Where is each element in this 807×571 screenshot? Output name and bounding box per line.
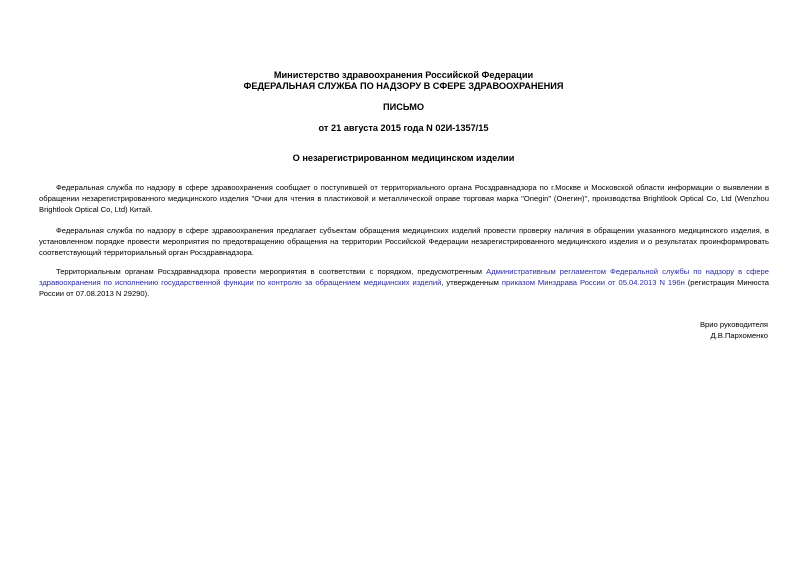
document-date-number: от 21 августа 2015 года N 02И-1357/15 [318, 123, 489, 133]
service-name: ФЕДЕРАЛЬНАЯ СЛУЖБА ПО НАДЗОРУ В СФЕРЕ ЗДРАВООХРАНЕНИЯ [243, 81, 564, 91]
paragraph-3-text-after: (регистрация Минюста России от 07.08.2013 N 29290). [39, 278, 769, 298]
signature-name: Д.В.Пархоменко [710, 331, 768, 340]
signature-position: Врио руководителя [699, 320, 768, 329]
regulation-link[interactable]: Административным регламентом Федеральной службы по надзору в сфере здравоохранения по исполнению государственной функции по контролю за обращением медицинских изделий [39, 267, 769, 287]
document-type: ПИСЬМО [382, 102, 425, 112]
order-link[interactable]: приказом Минздрава России от 05.04.2013 N 196н [501, 278, 685, 287]
paragraph-2: Федеральная служба по надзору в сфере здравоохранения предлагает субъектам обращения медицинских изделий провести проверку наличия в обращении указанного медицинского изделия, в установленном порядке провести мероприятия по предотвращению обращения на территории Российской Федерации незарегистрированного медицинского изделия и о результатах проинформировать соответствующий территориальный орган Росздравнадзора. [39, 226, 769, 257]
ministry-name: Министерство здравоохранения Российской Федерации [273, 70, 534, 80]
paragraph-3-text-middle: , утвержденным [441, 278, 502, 287]
paragraph-3-text-before: Территориальным органам Росздравнадзора провести мероприятия в соответствии с порядком, предусмотренным [56, 267, 487, 276]
document-subject: О незарегистрированном медицинском изделии [292, 153, 515, 163]
paragraph-1: Федеральная служба по надзору в сфере здравоохранения сообщает о поступившей от территориального органа Росздравнадзора по г.Москве и Московской области информации о выявлении в обращении незарегистрированного медицинского изделия "Очки для чтения в пластиковой и металлической оправе торговая марка "Onegin" (Онегин)", производства Brightlook Optical Co, Ltd (Wenzhou Brightlook Optical Co, Ltd) Китай. [39, 183, 769, 214]
paragraph-3 [39, 266, 769, 299]
